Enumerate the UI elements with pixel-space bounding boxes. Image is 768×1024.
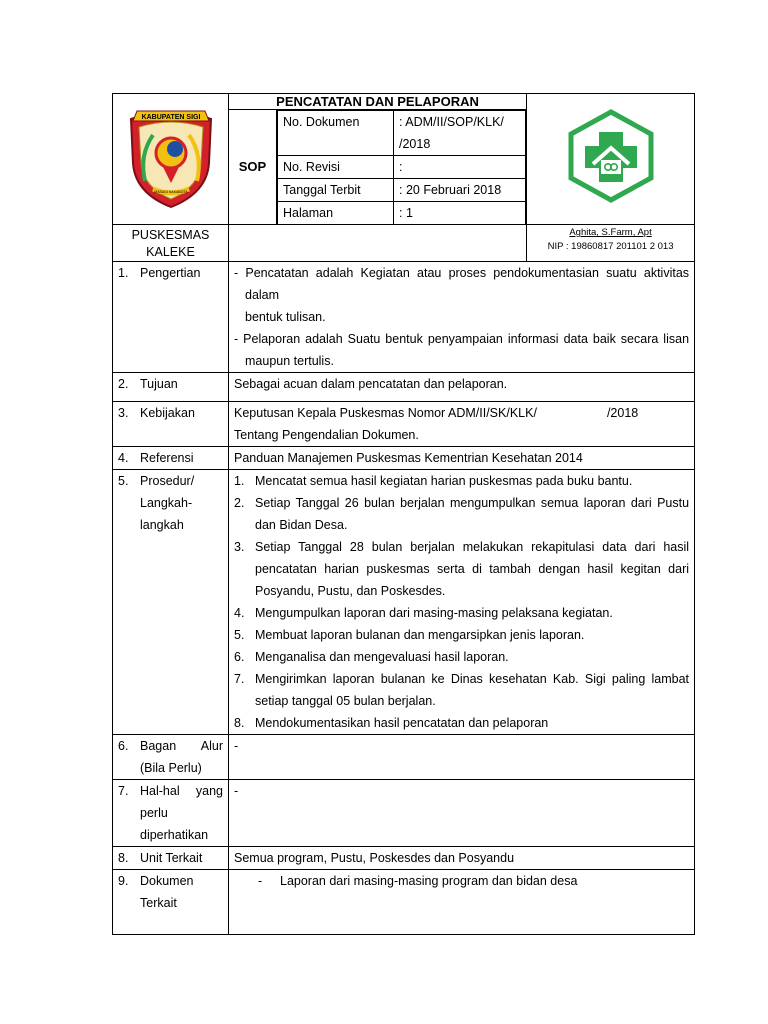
section-label: Hal-hal: [140, 784, 180, 798]
section-row-dokumen-terkait: [113, 870, 695, 935]
section-content: [229, 402, 695, 447]
section-content: Semua program, Pustu, Poskesdes dan Posyandu: [229, 847, 695, 870]
meta-key-no-dokumen: No. Dokumen: [278, 111, 394, 156]
section-label: Unit Terkait: [140, 851, 203, 865]
item-text: Mencatat semua hasil kegiatan harian puskesmas pada buku bantu.: [255, 474, 633, 488]
item-number: 7.: [234, 672, 245, 686]
list-item: [234, 646, 689, 668]
section-row-pengertian: [113, 262, 695, 373]
logo-text: KABUPATEN SIGI: [141, 113, 200, 121]
item-number: 2.: [234, 496, 245, 510]
section-label: Alur: [200, 739, 223, 753]
section-label: Tujuan: [140, 377, 178, 391]
signer-nip: NIP : 19860817 201101 2 013: [547, 241, 674, 252]
item-text: Menganalisa dan mengevaluasi hasil laporan.: [255, 650, 509, 664]
section-label: yang: [195, 784, 223, 798]
list-item: [234, 536, 689, 602]
content-line: maupun tertulis.: [245, 354, 334, 368]
signer-name: Aghita, S.Farm, Apt: [569, 227, 652, 238]
list-item: [234, 668, 689, 712]
item-number: 1.: [234, 474, 245, 488]
list-item: [234, 624, 689, 646]
section-label: (Bila Perlu): [140, 761, 202, 775]
content-line: bentuk tulisan.: [245, 310, 326, 324]
logo-motto: MASAGI NAKABOTA: [153, 189, 188, 194]
document-meta: [277, 110, 527, 225]
section-number: 2.: [118, 377, 129, 391]
section-label: Kebijakan: [140, 406, 195, 420]
sop-table: [112, 93, 695, 935]
item-number: 4.: [234, 606, 245, 620]
item-number: 6.: [234, 650, 245, 664]
section-content: Sebagai acuan dalam pencatatan dan pelaporan.: [229, 373, 695, 402]
bullet: -: [258, 874, 263, 888]
meta-key-no-revisi: No. Revisi: [278, 156, 394, 179]
section-label: Bagan: [140, 739, 177, 753]
section-number: 9.: [118, 874, 129, 888]
section-row-unit-terkait: [113, 847, 695, 870]
section-label: Terkait: [140, 896, 177, 910]
organization-name: [113, 225, 229, 262]
organization-line-2: KALEKE: [146, 245, 195, 259]
item-text: Setiap Tanggal 28 bulan berjalan melakukan rekapitulasi data dari hasil pencatatan harian puskesmas serta di tambah dengan hasil kegitan dari Posyandu, Pustu, dan Poskesdes.: [255, 540, 690, 598]
item-text: Mengirimkan laporan bulanan ke Dinas kesehatan Kab. Sigi paling lambat setiap tanggal 05 bulan berjalan.: [255, 672, 690, 708]
section-label: Dokumen: [140, 874, 194, 888]
meta-key-halaman: Halaman: [278, 202, 394, 225]
list-item: [234, 712, 689, 734]
list-item: [234, 492, 689, 536]
meta-value-no-dokumen: : ADM/II/SOP/KLK/ /2018: [394, 111, 526, 156]
content-line: - Pencatatan adalah Kegiatan atau proses pendokumentasian suatu aktivitas: [234, 266, 690, 280]
related-document: Laporan dari masing-masing program dan bidan desa: [280, 874, 578, 888]
district-logo-cell: [113, 94, 229, 225]
section-number: 6.: [118, 739, 129, 753]
puskesmas-logo-cell: [527, 94, 695, 225]
document-title: PENCATATAN DAN PELAPORAN: [229, 94, 527, 110]
section-label: Pengertian: [140, 266, 201, 280]
section-row-hal-hal: [113, 780, 695, 847]
item-text: Membuat laporan bulanan dan mengarsipkan jenis laporan.: [255, 628, 585, 642]
item-number: 3.: [234, 540, 245, 554]
section-row-kebijakan: [113, 402, 695, 447]
kabupaten-sigi-logo-icon: [123, 101, 219, 211]
procedure-list: [229, 470, 695, 735]
blank-cell: [229, 225, 527, 262]
content-line: - Pelaporan adalah Suatu bentuk penyampaian informasi data baik secara lisan: [234, 332, 690, 346]
item-number: 5.: [234, 628, 245, 642]
section-label: Prosedur/: [140, 474, 195, 488]
section-content: [229, 262, 695, 373]
list-item: [234, 470, 689, 492]
item-text: Mendokumentasikan hasil pencatatan dan pelaporan: [255, 716, 549, 730]
section-number: 3.: [118, 406, 129, 420]
section-number: 1.: [118, 266, 129, 280]
policy-year: /2018: [606, 406, 639, 420]
section-label: diperhatikan: [140, 828, 209, 842]
section-content: [229, 870, 695, 935]
puskesmas-logo-icon: [563, 106, 659, 206]
section-number: 8.: [118, 851, 129, 865]
section-label: langkah: [140, 518, 184, 532]
section-content: -: [229, 735, 695, 780]
section-content: -: [229, 780, 695, 847]
section-label: perlu: [140, 806, 168, 820]
item-text: Mengumpulkan laporan dari masing-masing pelaksana kegiatan.: [255, 606, 613, 620]
section-row-referensi: [113, 447, 695, 470]
item-text: Setiap Tanggal 26 bulan berjalan mengumpulkan semua laporan dari Pustu dan Bidan Desa.: [255, 496, 690, 532]
signature-block: [527, 225, 695, 262]
section-number: 4.: [118, 451, 129, 465]
section-label: Langkah-: [140, 496, 193, 510]
meta-value-halaman: : 1: [394, 202, 526, 225]
section-number: 5.: [118, 474, 129, 488]
section-row-bagan-alur: [113, 735, 695, 780]
sop-label: SOP: [229, 110, 277, 225]
section-number: 7.: [118, 784, 129, 798]
policy-number-text: Keputusan Kepala Puskesmas Nomor ADM/II/SK/KLK/: [234, 406, 537, 420]
organization-line-1: PUSKESMAS: [131, 228, 210, 242]
section-row-tujuan: [113, 373, 695, 402]
section-row-prosedur: [113, 470, 695, 735]
policy-title: Tentang Pengendalian Dokumen.: [234, 428, 419, 442]
list-item: [234, 602, 689, 624]
meta-value-no-revisi: :: [394, 156, 526, 179]
section-content: Panduan Manajemen Puskesmas Kementrian Kesehatan 2014: [229, 447, 695, 470]
content-line: dalam: [245, 288, 280, 302]
meta-key-tanggal-terbit: Tanggal Terbit: [278, 179, 394, 202]
item-number: 8.: [234, 716, 245, 730]
section-label: Referensi: [140, 451, 194, 465]
meta-value-tanggal-terbit: : 20 Februari 2018: [394, 179, 526, 202]
